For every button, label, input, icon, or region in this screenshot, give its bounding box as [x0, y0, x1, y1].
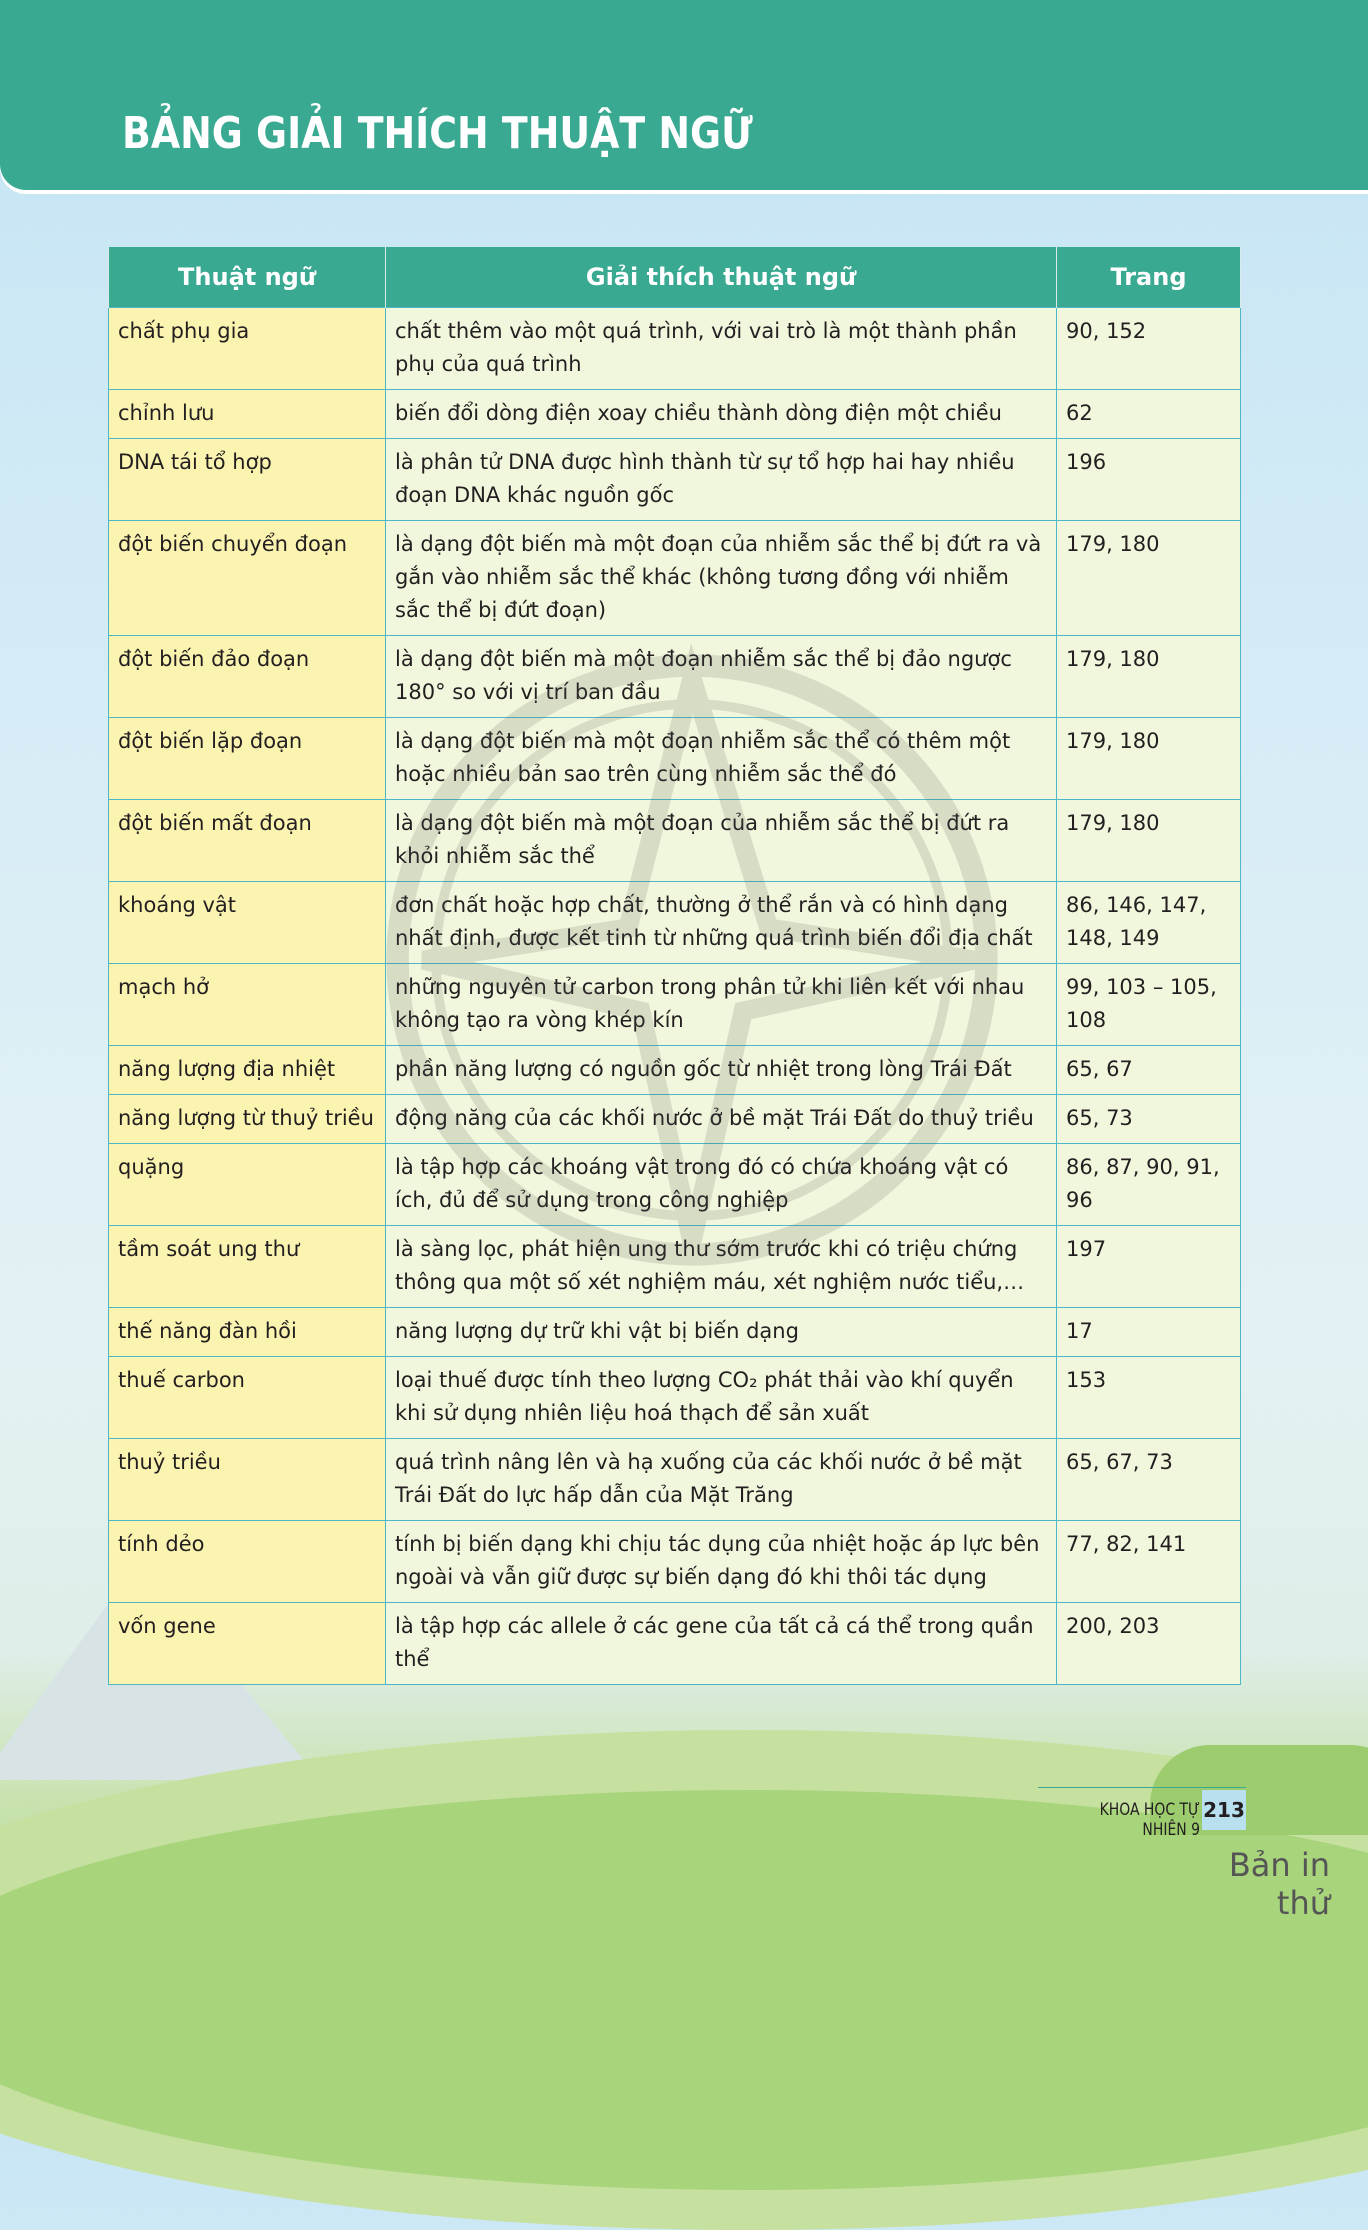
- table-row: [109, 1357, 1241, 1439]
- term-cell: đột biến chuyển đoạn: [109, 521, 386, 636]
- header-pages: Trang: [1057, 247, 1241, 308]
- definition-cell: là dạng đột biến mà một đoạn của nhiễm sắc thể bị đứt ra khỏi nhiễm sắc thể: [386, 800, 1057, 882]
- pages-cell: 179, 180: [1057, 800, 1241, 882]
- table-row: [109, 800, 1241, 882]
- pages-cell: 179, 180: [1057, 718, 1241, 800]
- table-row: [109, 521, 1241, 636]
- term-cell: khoáng vật: [109, 882, 386, 964]
- term-cell: DNA tái tổ hợp: [109, 439, 386, 521]
- definition-cell: là tập hợp các khoáng vật trong đó có chứa khoáng vật có ích, đủ để sử dụng trong công nghiệp: [386, 1144, 1057, 1226]
- definition-cell: là phân tử DNA được hình thành từ sự tổ hợp hai hay nhiều đoạn DNA khác nguồn gốc: [386, 439, 1057, 521]
- term-cell: chỉnh lưu: [109, 390, 386, 439]
- pages-cell: 17: [1057, 1308, 1241, 1357]
- pages-cell: 179, 180: [1057, 521, 1241, 636]
- pages-cell: 197: [1057, 1226, 1241, 1308]
- table-header-row: [109, 247, 1241, 308]
- footer-book-title: KHOA HỌC TỰ NHIÊN 9: [1099, 1800, 1200, 1840]
- footer-rule: [1038, 1787, 1246, 1788]
- term-cell: thuỷ triều: [109, 1439, 386, 1521]
- table-row: [109, 308, 1241, 390]
- table-row: [109, 718, 1241, 800]
- pages-cell: 86, 87, 90, 91, 96: [1057, 1144, 1241, 1226]
- definition-cell: loại thuế được tính theo lượng CO₂ phát thải vào khí quyển khi sử dụng nhiên liệu hoá thạch để sản xuất: [386, 1357, 1057, 1439]
- pages-cell: 99, 103 – 105, 108: [1057, 964, 1241, 1046]
- table-row: [109, 1226, 1241, 1308]
- definition-cell: năng lượng dự trữ khi vật bị biến dạng: [386, 1308, 1057, 1357]
- definition-cell: những nguyên tử carbon trong phân tử khi liên kết với nhau không tạo ra vòng khép kín: [386, 964, 1057, 1046]
- table-row: [109, 1308, 1241, 1357]
- pages-cell: 153: [1057, 1357, 1241, 1439]
- definition-cell: là dạng đột biến mà một đoạn nhiễm sắc thể có thêm một hoặc nhiều bản sao trên cùng nhiễm sắc thể đó: [386, 718, 1057, 800]
- pages-cell: 77, 82, 141: [1057, 1521, 1241, 1603]
- page-title: BẢNG GIẢI THÍCH THUẬT NGỮ: [122, 108, 753, 159]
- table-row: [109, 1046, 1241, 1095]
- pages-cell: 86, 146, 147, 148, 149: [1057, 882, 1241, 964]
- definition-cell: tính bị biến dạng khi chịu tác dụng của nhiệt hoặc áp lực bên ngoài và vẫn giữ được sự biến dạng đó khi thôi tác dụng: [386, 1521, 1057, 1603]
- term-cell: tính dẻo: [109, 1521, 386, 1603]
- pages-cell: 90, 152: [1057, 308, 1241, 390]
- term-cell: năng lượng từ thuỷ triều: [109, 1095, 386, 1144]
- table-row: [109, 1521, 1241, 1603]
- pages-cell: 65, 67: [1057, 1046, 1241, 1095]
- table-row: [109, 390, 1241, 439]
- header-band: [0, 0, 1368, 190]
- term-cell: tầm soát ung thư: [109, 1226, 386, 1308]
- term-cell: đột biến lặp đoạn: [109, 718, 386, 800]
- proof-watermark: Bản in thử: [1228, 1846, 1330, 1922]
- background-hill-front: [0, 1790, 1368, 2190]
- definition-cell: là tập hợp các allele ở các gene của tất cả cá thể trong quần thể: [386, 1603, 1057, 1685]
- pages-cell: 200, 203: [1057, 1603, 1241, 1685]
- term-cell: thuế carbon: [109, 1357, 386, 1439]
- term-cell: quặng: [109, 1144, 386, 1226]
- glossary-table: [108, 247, 1241, 1685]
- term-cell: mạch hở: [109, 964, 386, 1046]
- definition-cell: quá trình nâng lên và hạ xuống của các khối nước ở bề mặt Trái Đất do lực hấp dẫn của Mặt Trăng: [386, 1439, 1057, 1521]
- definition-cell: chất thêm vào một quá trình, với vai trò là một thành phần phụ của quá trình: [386, 308, 1057, 390]
- term-cell: thế năng đàn hồi: [109, 1308, 386, 1357]
- table-row: [109, 1439, 1241, 1521]
- term-cell: chất phụ gia: [109, 308, 386, 390]
- definition-cell: là dạng đột biến mà một đoạn nhiễm sắc thể bị đảo ngược 180° so với vị trí ban đầu: [386, 636, 1057, 718]
- definition-cell: là sàng lọc, phát hiện ung thư sớm trước khi có triệu chứng thông qua một số xét nghiệm máu, xét nghiệm nước tiểu,…: [386, 1226, 1057, 1308]
- pages-cell: 62: [1057, 390, 1241, 439]
- term-cell: năng lượng địa nhiệt: [109, 1046, 386, 1095]
- header-definition: Giải thích thuật ngữ: [386, 247, 1057, 308]
- pages-cell: 65, 67, 73: [1057, 1439, 1241, 1521]
- term-cell: vốn gene: [109, 1603, 386, 1685]
- definition-cell: là dạng đột biến mà một đoạn của nhiễm sắc thể bị đứt ra và gắn vào nhiễm sắc thể khác (không tương đồng với nhiễm sắc thể bị đứt đoạn): [386, 521, 1057, 636]
- pages-cell: 196: [1057, 439, 1241, 521]
- table-row: [109, 1144, 1241, 1226]
- header-term: Thuật ngữ: [109, 247, 386, 308]
- glossary-table-container: [108, 247, 1240, 1685]
- pages-cell: 65, 73: [1057, 1095, 1241, 1144]
- table-row: [109, 636, 1241, 718]
- table-row: [109, 882, 1241, 964]
- pages-cell: 179, 180: [1057, 636, 1241, 718]
- definition-cell: đơn chất hoặc hợp chất, thường ở thể rắn và có hình dạng nhất định, được kết tinh từ những quá trình biến đổi địa chất: [386, 882, 1057, 964]
- table-row: [109, 964, 1241, 1046]
- table-row: [109, 1095, 1241, 1144]
- term-cell: đột biến mất đoạn: [109, 800, 386, 882]
- table-row: [109, 439, 1241, 521]
- definition-cell: phần năng lượng có nguồn gốc từ nhiệt trong lòng Trái Đất: [386, 1046, 1057, 1095]
- definition-cell: biến đổi dòng điện xoay chiều thành dòng điện một chiều: [386, 390, 1057, 439]
- definition-cell: động năng của các khối nước ở bề mặt Trái Đất do thuỷ triều: [386, 1095, 1057, 1144]
- term-cell: đột biến đảo đoạn: [109, 636, 386, 718]
- table-row: [109, 1603, 1241, 1685]
- footer-page-number: 213: [1202, 1790, 1246, 1830]
- table-body: [109, 308, 1241, 1685]
